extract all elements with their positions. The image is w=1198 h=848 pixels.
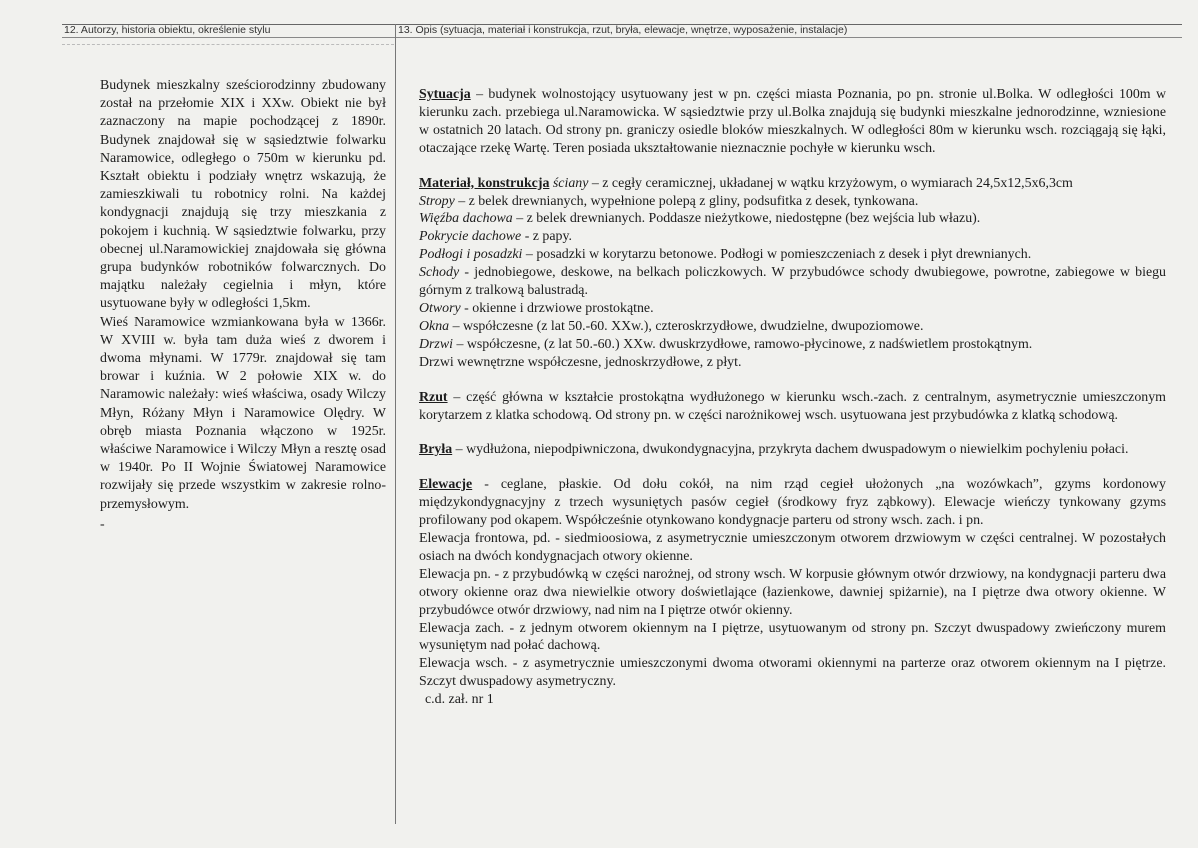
section-bryla <box>419 441 1166 459</box>
elewacje-label: Elewacje <box>419 477 473 493</box>
material-item-key: Stropy <box>419 193 455 209</box>
material-label: Materiał, konstrukcja <box>419 175 550 191</box>
bryla-label: Bryła <box>419 442 453 458</box>
header-bottom-rule <box>62 37 1182 38</box>
material-item-value: – współczesne (z lat 50.-60. XXw.), czteroskrzydłowe, dwudzielne, dwupoziomowe. <box>449 318 924 334</box>
section-material <box>419 175 1166 372</box>
material-item-key: Okna <box>419 318 450 334</box>
material-item-value: - okienne i drzwiowe prostokątne. <box>460 300 654 316</box>
material-item-value: – z belek drewnianych. Poddasze nieżytkowe, niedostępne (bez wejścia lub włazu). <box>512 211 981 227</box>
history-paragraph-1: Budynek mieszkalny sześciorodzinny zbudowany został na przełomie XIX i XXw. Obiekt nie był zaznaczony na mapie pochodzącej z 1890r. Budynek znajdował się w sąsiedztwie folwarku Naramowice, odległego o 750m w kierunku pd. Kształt obiektu i podziały wnętrz wskazują, że zamieszkiwali tu robotnicy rolni. Na każdej kondygnacji znajdują się trzy mieszkania z pokojem i kuchnią. W sąsiedztwie folwarku, przy obecnej ul.Naramowickiej znajdowała się główna grupa budynków robotników folwarcznych. Do majątku należały cegielnia i młyn, które usytuowane były w odległości 1,5km. <box>100 78 386 312</box>
history-paragraph-2: Wieś Naramowice wzmiankowana była w 1366r. W XVIII w. była tam duża wieś z dworem i dwoma młynami. W 1779r. znajdował się tam browar i kuźnia. W 2 połowie XIX w. do Naramowic należały: wieś właściwa, osady Wilczy Młyn, Różany Młyn i Naramowice Olędry. W obręb miasta Poznania włączono w 1925r. właściwe Naramowice i Wilczy Młyn a resztę osad w 1940r. Po II Wojnie Światowej Naramowice rozwijały się przede wszystkim w zakresie rolno-przemysłowym. <box>100 314 386 512</box>
left-sub-rule <box>62 44 394 45</box>
history-header: 12. Autorzy, historia obiektu, określenie stylu <box>64 24 271 36</box>
history-dash: - <box>100 516 105 532</box>
sytuacja-label: Sytuacja <box>419 87 471 102</box>
bryla-text: – wydłużona, niepodpiwniczona, dwukondygnacyjna, przykryta dachem dwuspadowym o niewielkim pochyleniu połaci. <box>452 442 1129 458</box>
material-item-value: – z belek drewnianych, wypełnione polepą z gliny, podsufitka z desek, tynkowana. <box>454 193 919 209</box>
material-item-value: - z papy. <box>521 229 572 245</box>
material-item-key: Pokrycie dachowe <box>419 229 522 245</box>
rzut-text: – część główna w kształcie prostokątna wydłużonego w kierunku wsch.-zach. z centralnym, asymetrycznie umieszczonym korytarzem z klatka schodową. Od strony pn. w części narożnikowej wsch. usytuowana jest przybudówka z klatką schodową. <box>419 389 1166 423</box>
sytuacja-text: – budynek wolnostojący usytuowany jest w pn. części miasta Poznania, po pn. stronie ul.Bolka. W odległości 100m w kierunku zach. przebiega ul.Naramowicka. W sąsiedztwie przy ul.Bolka znajdują się budynki mieszkalne jednorodzinne, wzniesione w ostatnich 20 latach. Od strony pn. graniczy osiedle bloków mieszkalnych. W odległości 80m w kierunku wsch. rozciągają się łąki, otaczające rzekę Wartę. Teren posiada ukształtowanie nieznacznie pochyłe w kierunku wsch. <box>419 87 1166 156</box>
description-header: 13. Opis (sytuacja, materiał i konstrukcja, rzut, bryła, elewacje, wnętrze, wyposażenie, instalacje) <box>398 24 848 36</box>
material-item-key: Podłogi i posadzki <box>419 247 523 263</box>
history-column <box>100 77 386 534</box>
material-item-key: Schody <box>419 265 460 281</box>
material-item-key: Otwory <box>419 300 461 316</box>
rzut-label: Rzut <box>419 389 448 405</box>
material-item-value: – posadzki w korytarzu betonowe. Podłogi w pomieszczeniach z desek i płyt drewnianych. <box>522 247 1032 263</box>
section-sytuacja <box>419 86 1166 158</box>
material-item-value: – współczesne, (z lat 50.-60.) XXw. dwuskrzydłowe, ramowo-płycinowe, z nadświetlem prostokątnym. <box>452 336 1033 352</box>
section-rzut <box>419 389 1166 425</box>
elewacja-line: Elewacja pn. - z przybudówką w części narożnej, od strony wsch. W korpusie głównym otwór drzwiowy, na kondygnacji parteru dwa otwory okienne oraz dwa niewielkie otwory doświetlające (łazienkowe, dawniej spiżarnie), na I piętrze dwa otwory okienne. W przybudówce otwór drzwiowy, nad nim na I piętrze otwór okienny. <box>419 566 1166 618</box>
elewacja-line: Elewacja frontowa, pd. - siedmioosiowa, z asymetrycznie umieszczonym otworem drzwiowym w części centralnej. W pozostałych osiach na dwóch kondygnacjach otwory okienne. <box>419 531 1166 564</box>
elewacja-line: Elewacja zach. - z jednym otworem okiennym na I piętrze, usytuowanym od strony pn. Szczyt dwuspadowy zwieńczony murem wysuniętym nad połać dachową. <box>419 620 1166 654</box>
continuation-note: c.d. zał. nr 1 <box>425 692 494 708</box>
material-item-key: Więźba dachowa <box>419 211 513 227</box>
material-item-key: ściany <box>552 175 589 191</box>
material-item-value: - jednobiegowe, deskowe, na belkach policzkowych. W przybudówce schody dwubiegowe, powrotne, zabiegowe w biegu górnym z tralkową balustradą. <box>419 265 1166 299</box>
column-divider <box>395 24 396 824</box>
description-column <box>419 86 1166 709</box>
elewacja-line: Elewacja wsch. - z asymetrycznie umieszczonymi dwoma otworami okiennymi na parterze oraz otworem okiennym na I piętrze. Szczyt dwuspadowy asymetryczny. <box>419 656 1166 690</box>
elewacje-text: - ceglane, płaskie. Od dołu cokół, na nim rząd cegieł ułożonych „na wozówkach”, gzyms kordonowy międzykondygnacyjny z trzech wysuniętych pasów cegieł (środkowy fryz ząbkowy). Elewacje wieńczy tynkowany gzyms profilowany pod okapem. Współcześnie otynkowano kondygnacje parteru od strony wsch. zach. i pn. <box>419 477 1166 529</box>
material-item-value: Drzwi wewnętrzne współczesne, jednoskrzydłowe, z płyt. <box>419 354 742 370</box>
section-elewacje <box>419 476 1166 691</box>
material-item-key: Drzwi <box>419 336 453 352</box>
material-item-value: – z cegły ceramicznej, układanej w wątku krzyżowym, o wymiarach 24,5x12,5x6,3cm <box>588 175 1073 191</box>
